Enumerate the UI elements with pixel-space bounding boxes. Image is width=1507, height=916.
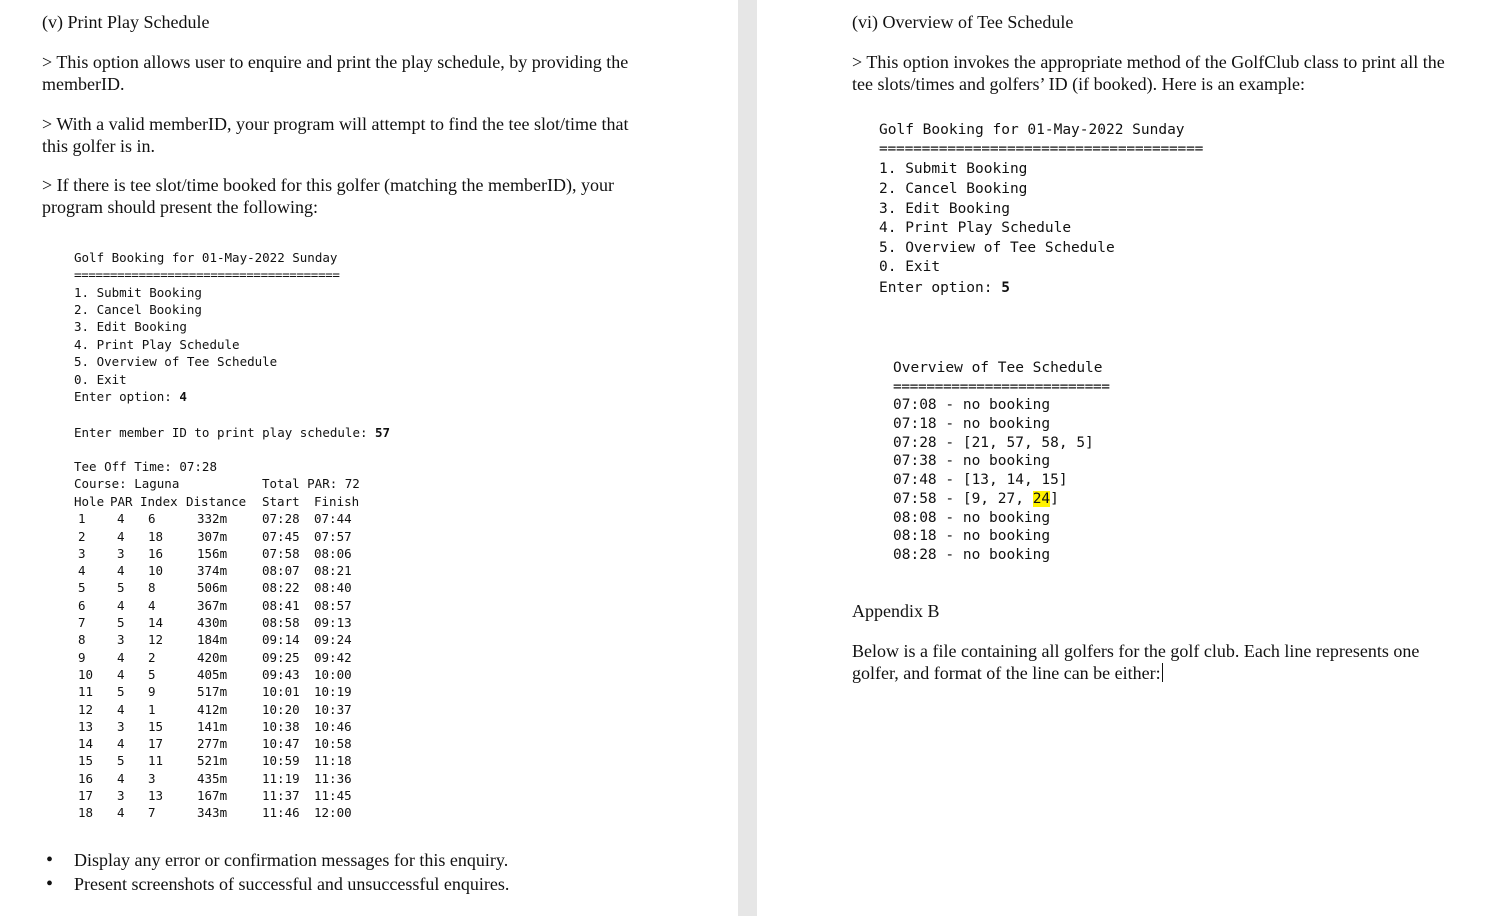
table-row bbox=[74, 545, 364, 562]
table-cell: 08:06 bbox=[314, 545, 352, 561]
table-cell: 405m bbox=[197, 666, 228, 682]
table-cell: 10 bbox=[148, 563, 164, 579]
console-member-prompt: Enter member ID to print play schedule: 57 bbox=[74, 425, 391, 440]
table-cell: 10:58 bbox=[314, 736, 352, 752]
table-cell: 07:28 bbox=[262, 511, 300, 527]
console-menu-5: 5. Overview of Tee Schedule bbox=[74, 354, 278, 369]
table-cell: 15 bbox=[148, 718, 164, 734]
table-cell: 08:57 bbox=[314, 597, 352, 613]
console-menu-1: 1. Submit Booking bbox=[879, 161, 1028, 177]
table-cell: 11 bbox=[148, 753, 164, 769]
table-cell: 3 bbox=[117, 545, 125, 561]
bullet-item-2: Present screenshots of successful and unsuccessful enquires. bbox=[74, 874, 510, 894]
col-start: Start bbox=[262, 494, 300, 509]
table-cell: 3 bbox=[78, 545, 86, 561]
right-page bbox=[757, 0, 1507, 916]
table-cell: 4 bbox=[117, 563, 125, 579]
overview-rule: ========================== bbox=[893, 379, 1110, 395]
table-cell: 3 bbox=[117, 632, 125, 648]
table-cell: 07:57 bbox=[314, 528, 352, 544]
table-cell: 07:45 bbox=[262, 528, 300, 544]
table-cell: 6 bbox=[78, 597, 86, 613]
play-schedule-table bbox=[74, 493, 364, 822]
overview-line-highlighted: 07:58 - [9, 27, 24] bbox=[893, 491, 1059, 507]
table-cell: 09:13 bbox=[314, 615, 352, 631]
highlighted-member-id: 24 bbox=[1032, 491, 1051, 507]
table-cell: 08:58 bbox=[262, 615, 300, 631]
table-cell: 12:00 bbox=[314, 805, 352, 821]
table-cell: 1 bbox=[78, 511, 86, 527]
table-cell: 14 bbox=[148, 615, 164, 631]
table-cell: 17 bbox=[148, 736, 164, 752]
text-cursor bbox=[1162, 663, 1163, 682]
table-cell: 184m bbox=[197, 632, 228, 648]
table-row bbox=[74, 804, 364, 821]
table-cell: 307m bbox=[197, 528, 228, 544]
col-par: PAR bbox=[110, 494, 133, 509]
console-menu-1: 1. Submit Booking bbox=[74, 285, 202, 300]
table-row bbox=[74, 770, 364, 787]
table-cell: 17 bbox=[78, 788, 94, 804]
table-cell: 11:18 bbox=[314, 753, 352, 769]
table-cell: 08:21 bbox=[314, 563, 352, 579]
table-cell: 07:58 bbox=[262, 545, 300, 561]
table-cell: 10:37 bbox=[314, 701, 352, 717]
console-enter-option: Enter option: 5 bbox=[879, 280, 1010, 296]
console-menu-0: 0. Exit bbox=[879, 259, 941, 275]
table-cell: 10:19 bbox=[314, 684, 352, 700]
course-name: Course: Laguna bbox=[74, 476, 180, 491]
table-cell: 13 bbox=[78, 718, 94, 734]
console-title: Golf Booking for 01-May-2022 Sunday bbox=[74, 250, 338, 265]
table-cell: 4 bbox=[117, 805, 125, 821]
table-cell: 7 bbox=[148, 805, 156, 821]
table-row bbox=[74, 562, 364, 579]
table-cell: 10:20 bbox=[262, 701, 300, 717]
table-cell: 7 bbox=[78, 615, 86, 631]
table-cell: 521m bbox=[197, 753, 228, 769]
section-heading-print-play-schedule: (v) Print Play Schedule bbox=[42, 12, 210, 32]
col-distance: Distance bbox=[186, 494, 247, 509]
table-row bbox=[74, 614, 364, 631]
console-rule: ====================================== bbox=[879, 141, 1204, 157]
table-cell: 343m bbox=[197, 805, 228, 821]
table-cell: 18 bbox=[78, 805, 94, 821]
table-cell: 4 bbox=[117, 528, 125, 544]
col-index: Index bbox=[140, 494, 178, 509]
bullet-dot: • bbox=[46, 873, 54, 895]
appendix-paragraph[interactable]: Below is a file containing all golfers for the golf club. Each line represents one golfer, and format of the line can be either: bbox=[852, 641, 1420, 683]
table-cell: 10:01 bbox=[262, 684, 300, 700]
table-cell: 4 bbox=[117, 770, 125, 786]
table-cell: 11:36 bbox=[314, 770, 352, 786]
console-menu-2: 2. Cancel Booking bbox=[879, 181, 1028, 197]
table-cell: 156m bbox=[197, 545, 228, 561]
console-enter-option: Enter option: 4 bbox=[74, 389, 187, 404]
col-finish: Finish bbox=[314, 494, 360, 509]
table-cell: 2 bbox=[148, 649, 156, 665]
table-cell: 5 bbox=[78, 580, 86, 596]
table-cell: 2 bbox=[78, 528, 86, 544]
table-cell: 374m bbox=[197, 563, 228, 579]
console-menu-4: 4. Print Play Schedule bbox=[74, 337, 240, 352]
table-cell: 367m bbox=[197, 597, 228, 613]
table-cell: 09:42 bbox=[314, 649, 352, 665]
table-row bbox=[74, 701, 364, 718]
overview-line: 08:28 - no booking bbox=[893, 547, 1051, 563]
table-row bbox=[74, 528, 364, 545]
table-cell: 5 bbox=[148, 666, 156, 682]
table-cell: 412m bbox=[197, 701, 228, 717]
table-row bbox=[74, 666, 364, 683]
table-cell: 09:25 bbox=[262, 649, 300, 665]
table-cell: 14 bbox=[78, 736, 94, 752]
table-cell: 5 bbox=[117, 580, 125, 596]
table-row bbox=[74, 787, 364, 804]
table-cell: 141m bbox=[197, 718, 228, 734]
table-cell: 3 bbox=[117, 788, 125, 804]
table-row bbox=[74, 683, 364, 700]
table-cell: 11:37 bbox=[262, 788, 300, 804]
table-row bbox=[74, 579, 364, 596]
table-cell: 4 bbox=[78, 563, 86, 579]
table-row bbox=[74, 510, 364, 527]
table-cell: 11:45 bbox=[314, 788, 352, 804]
table-cell: 15 bbox=[78, 753, 94, 769]
bullet-dot: • bbox=[46, 849, 54, 871]
table-cell: 10:38 bbox=[262, 718, 300, 734]
tee-off-time: Tee Off Time: 07:28 bbox=[74, 459, 217, 474]
table-cell: 16 bbox=[148, 545, 164, 561]
col-hole: Hole bbox=[74, 494, 105, 509]
table-cell: 5 bbox=[117, 684, 125, 700]
console-rule: ===================================== bbox=[74, 267, 340, 282]
table-cell: 4 bbox=[117, 736, 125, 752]
table-cell: 8 bbox=[148, 580, 156, 596]
table-cell: 4 bbox=[117, 511, 125, 527]
overview-line: 07:08 - no booking bbox=[893, 397, 1051, 413]
paragraph-valid-member: > With a valid memberID, your program will attempt to find the tee slot/time that this golfer is in. bbox=[42, 114, 629, 156]
table-cell: 1 bbox=[148, 701, 156, 717]
overview-line: 07:18 - no booking bbox=[893, 416, 1051, 432]
table-row bbox=[74, 718, 364, 735]
table-cell: 18 bbox=[148, 528, 164, 544]
left-page bbox=[0, 0, 738, 916]
table-cell: 3 bbox=[148, 770, 156, 786]
overview-title: Overview of Tee Schedule bbox=[893, 360, 1103, 376]
console-menu-5: 5. Overview of Tee Schedule bbox=[879, 240, 1115, 256]
console-title: Golf Booking for 01-May-2022 Sunday bbox=[879, 122, 1185, 138]
table-cell: 277m bbox=[197, 736, 228, 752]
table-cell: 11 bbox=[78, 684, 94, 700]
overview-line: 08:08 - no booking bbox=[893, 510, 1051, 526]
table-header-row bbox=[74, 493, 364, 510]
appendix-heading: Appendix B bbox=[852, 601, 940, 621]
table-cell: 9 bbox=[148, 684, 156, 700]
table-cell: 09:43 bbox=[262, 666, 300, 682]
console-menu-4: 4. Print Play Schedule bbox=[879, 220, 1072, 236]
table-cell: 8 bbox=[78, 632, 86, 648]
table-cell: 430m bbox=[197, 615, 228, 631]
table-cell: 10:59 bbox=[262, 753, 300, 769]
table-cell: 10:46 bbox=[314, 718, 352, 734]
table-cell: 4 bbox=[117, 597, 125, 613]
table-row bbox=[74, 597, 364, 614]
table-cell: 12 bbox=[78, 701, 94, 717]
table-cell: 4 bbox=[117, 701, 125, 717]
table-cell: 4 bbox=[148, 597, 156, 613]
table-cell: 506m bbox=[197, 580, 228, 596]
table-cell: 16 bbox=[78, 770, 94, 786]
paragraph-present: > If there is tee slot/time booked for this golfer (matching the memberID), your program should present the following: bbox=[42, 175, 614, 217]
console-menu-3: 3. Edit Booking bbox=[879, 201, 1010, 217]
table-cell: 9 bbox=[78, 649, 86, 665]
table-row bbox=[74, 631, 364, 648]
paragraph-overview: > This option invokes the appropriate method of the GolfClub class to print all the tee slots/times and golfers’ ID (if booked). Here is an example: bbox=[852, 52, 1445, 94]
table-cell: 11:19 bbox=[262, 770, 300, 786]
table-row bbox=[74, 752, 364, 769]
console-menu-3: 3. Edit Booking bbox=[74, 319, 187, 334]
table-cell: 10 bbox=[78, 666, 94, 682]
table-cell: 6 bbox=[148, 511, 156, 527]
table-cell: 5 bbox=[117, 753, 125, 769]
table-cell: 09:24 bbox=[314, 632, 352, 648]
table-row bbox=[74, 735, 364, 752]
table-cell: 08:22 bbox=[262, 580, 300, 596]
console-menu-0: 0. Exit bbox=[74, 372, 127, 387]
table-cell: 08:07 bbox=[262, 563, 300, 579]
table-cell: 332m bbox=[197, 511, 228, 527]
overview-line: 07:38 - no booking bbox=[893, 453, 1051, 469]
table-cell: 12 bbox=[148, 632, 164, 648]
table-cell: 11:46 bbox=[262, 805, 300, 821]
overview-line: 07:48 - [13, 14, 15] bbox=[893, 472, 1068, 488]
paragraph-intro: > This option allows user to enquire and print the play schedule, by providing the memberID. bbox=[42, 52, 629, 94]
table-cell: 167m bbox=[197, 788, 228, 804]
table-cell: 435m bbox=[197, 770, 228, 786]
table-cell: 3 bbox=[117, 718, 125, 734]
table-cell: 08:41 bbox=[262, 597, 300, 613]
total-par: Total PAR: 72 bbox=[262, 476, 360, 491]
bullet-item-1: Display any error or confirmation messages for this enquiry. bbox=[74, 850, 509, 870]
table-row bbox=[74, 649, 364, 666]
table-cell: 13 bbox=[148, 788, 164, 804]
table-cell: 09:14 bbox=[262, 632, 300, 648]
table-cell: 10:00 bbox=[314, 666, 352, 682]
table-cell: 5 bbox=[117, 615, 125, 631]
overview-line: 08:18 - no booking bbox=[893, 528, 1051, 544]
overview-line: 07:28 - [21, 57, 58, 5] bbox=[893, 435, 1094, 451]
table-cell: 10:47 bbox=[262, 736, 300, 752]
table-cell: 420m bbox=[197, 649, 228, 665]
table-cell: 08:40 bbox=[314, 580, 352, 596]
console-menu-2: 2. Cancel Booking bbox=[74, 302, 202, 317]
section-heading-overview: (vi) Overview of Tee Schedule bbox=[852, 12, 1074, 32]
table-cell: 07:44 bbox=[314, 511, 352, 527]
table-cell: 517m bbox=[197, 684, 228, 700]
table-cell: 4 bbox=[117, 649, 125, 665]
table-cell: 4 bbox=[117, 666, 125, 682]
